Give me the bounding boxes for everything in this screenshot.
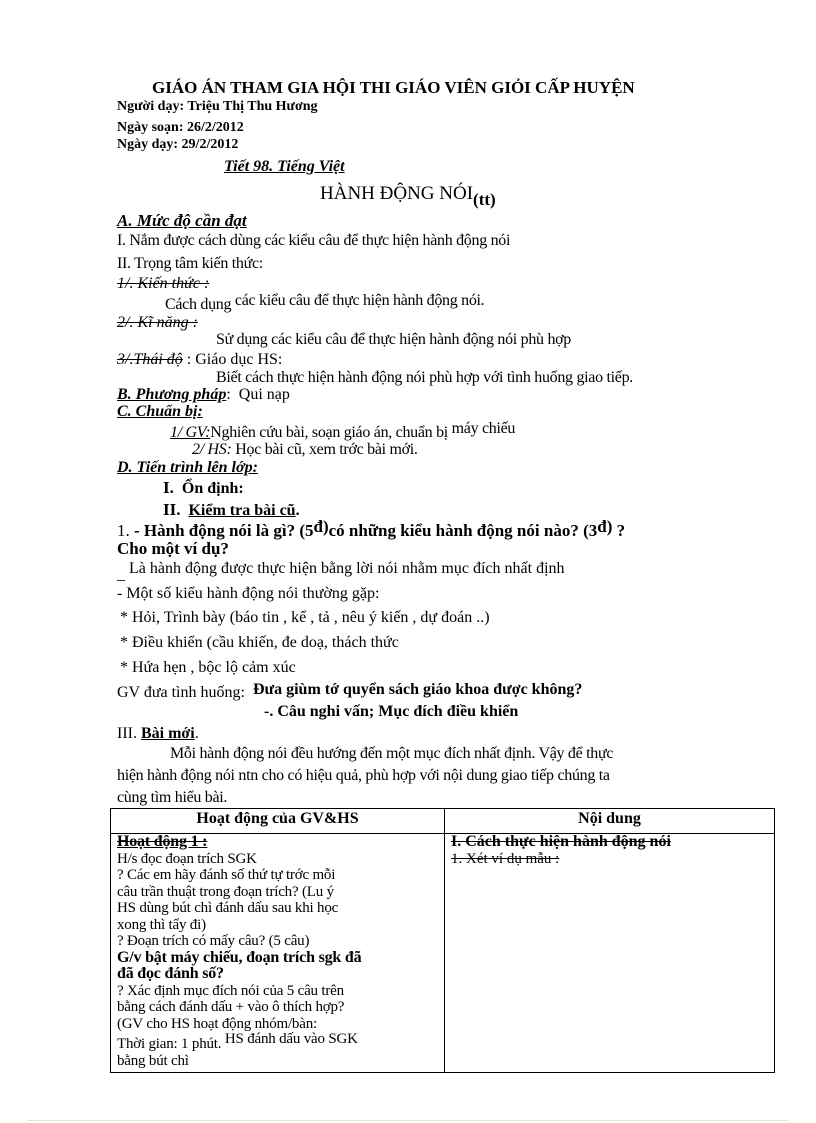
table-row [111,834,775,1073]
activity-bold-line: đã đọc đánh số? [117,965,224,982]
activity-line: ? Các em hãy đánh số thứ tự trớc mỗi [117,867,336,883]
content-subheading: 1. Xét ví dụ mẫu : [451,850,560,867]
answer-4: * Điều khiển (cầu khiến, đe doạ, thách thức [120,634,399,651]
page-bottom-divider [28,1120,788,1121]
activity-time-line: Thời gian: 1 phút. HS đánh dấu vào SGK [117,1031,358,1052]
activity-heading: Hoạt động 1 : [117,834,208,850]
skill-label: 2/. Kĩ năng : [117,314,198,331]
goal-1: I. Nắm được cách dùng các kiểu câu để thực hiện hành động nói [117,232,511,249]
activity-line: H/s đọc đoạn trích SGK [117,850,257,867]
col-content-header: Nội dung [445,809,775,834]
section-iii-heading: III. Bài mới. [117,725,199,742]
answer-3: * Hỏi, Trình bày (báo tin , kể , tả , nêu ý kiến , dự đoán ..) [120,609,490,626]
prep-gv: 1/ GV:Nghiên cứu bài, soạn giáo án, chuẩn bị máy chiếu [170,420,516,441]
intro-line-1: Mỗi hành động nói đều hướng đến một mục đích nhất định. Vậy để thực [170,745,614,762]
lesson-title: HÀNH ĐỘNG NÓI(tt) [320,183,496,209]
teacher-line: Người dạy: Triệu Thị Thu Hương [117,99,318,114]
document-title: GIÁO ÁN THAM GIA HỘI THI GIÁO VIÊN GIỎI CẤP HUYỆN [152,78,635,97]
section-b: B. Phương pháp: Qui nạp [117,386,290,403]
period-label: Tiết 98. Tiếng Việt [224,158,345,175]
review-question-line2: Cho một ví dụ? [117,539,229,558]
knowledge-label: 1/. Kiến thức : [117,275,210,292]
activity-line: ? Xác định mục đích nói của 5 câu trên [117,982,344,999]
activity-line: bằng cách đánh dấu + vào ô thích hợp? [117,999,345,1015]
section-d-heading: D. Tiến trình lên lớp: [117,459,258,476]
goal-2: II. Trọng tâm kiến thức: [117,255,263,272]
activity-line: bằng bút chì [117,1052,189,1069]
situation-answer: -. Câu nghi vấn; Mục đích điều khiển [264,703,519,720]
activity-cell [111,834,445,1073]
knowledge-text: Cách dụng các kiểu câu để thực hiện hành động nói. [165,292,485,313]
lesson-table [110,808,775,1073]
activity-line: (GV cho HS hoạt động nhóm/bàn: [117,1015,317,1032]
answer-2: - Một số kiểu hành động nói thường gặp: [117,585,380,602]
section-c-heading: C. Chuẩn bị: [117,403,203,420]
attitude-text: Biết cách thực hiện hành động nói phù hợp với tình huống giao tiếp. [216,369,633,386]
activity-line: ? Đoạn trích có mấy câu? (5 câu) [117,933,310,949]
review-question: 1. - Hành động nói là gì? (5đ)có những kiểu hành động nói nào? (3đ) ? [117,517,626,540]
answer-5: * Hứa hẹn , bộc lộ cảm xúc [120,659,296,676]
lesson-title-suffix: (tt) [473,190,496,209]
step-2: II. Kiểm tra bài cũ. [163,500,300,519]
activity-line: HS dùng bút chì đánh dấu sau khi học [117,900,339,916]
situation-line: GV đưa tình huống: Đưa giùm tớ quyển sách giáo khoa được không? [117,681,583,701]
attitude-line: 3/.Thái độ : Giáo dục HS: [117,351,283,368]
prep-hs: 2/ HS: Học bài cũ, xem trớc bài mới. [192,441,418,458]
teach-date: Ngày dạy: 29/2/2012 [117,137,239,152]
step-1: I. Ổn định: [163,478,244,497]
table-header-row [111,809,775,834]
intro-line-3: cùng tìm hiểu bài. [117,789,228,806]
activity-line: xong thì tẩy đi) [117,916,206,933]
content-heading: I. Cách thực hiện hành động nói [451,833,671,850]
activity-line: câu trần thuật trong đoạn trích? (Lu ý [117,883,334,900]
content-cell [445,834,775,1073]
col-activity-header: Hoạt động của GV&HS [111,809,445,834]
section-a-heading: A. Mức độ cần đạt [117,211,247,230]
prep-date: Ngày soạn: 26/2/2012 [117,120,244,135]
intro-line-2: hiện hành động nói ntn cho có hiệu quả, phù hợp với nội dung giao tiếp chúng ta [117,767,610,784]
activity-bold-line: G/v bật máy chiếu, đoạn trích sgk đã [117,948,362,966]
skill-text: Sử dụng các kiểu câu để thực hiện hành động nói phù hợp [216,331,572,348]
answer-1: _ Là hành động được thực hiện bằng lời nói nhằm mục đích nhất định [117,560,565,583]
